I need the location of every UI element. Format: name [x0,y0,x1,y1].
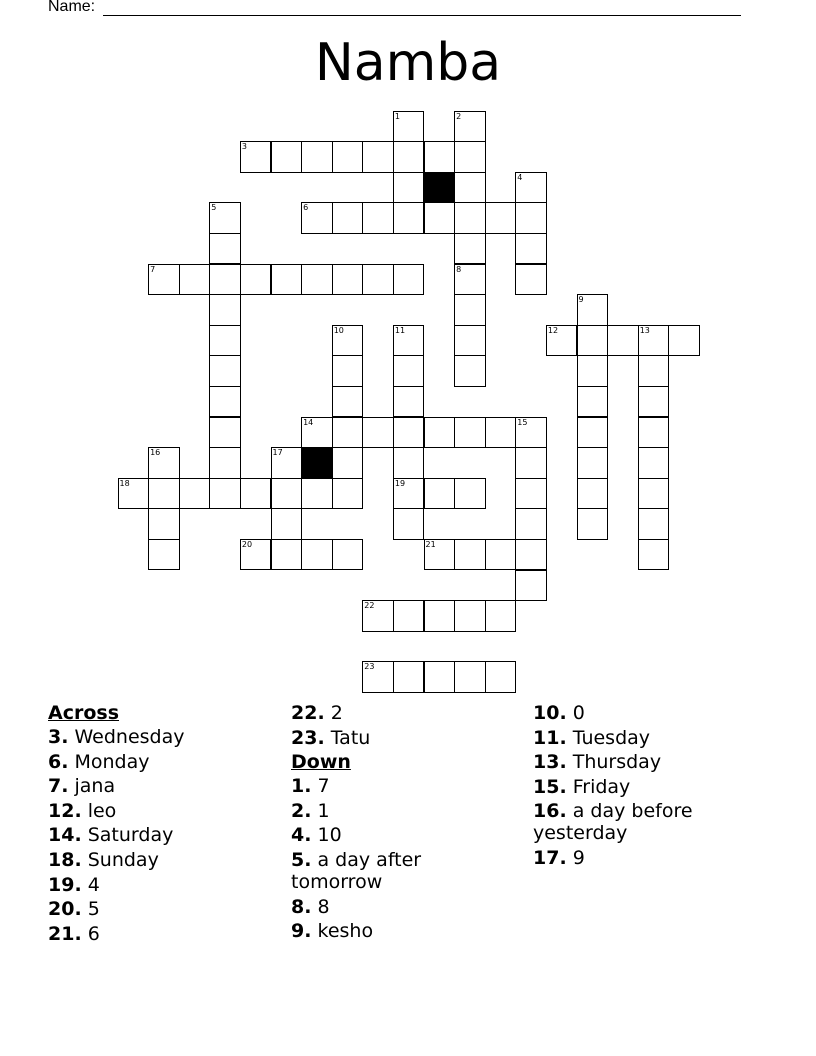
crossword-cell[interactable] [393,141,425,173]
crossword-cell[interactable] [209,478,241,510]
crossword-cell[interactable] [515,539,547,571]
crossword-cell[interactable] [393,600,425,632]
crossword-cell[interactable] [332,202,364,234]
clue-across-12: 12. leo [48,799,117,822]
crossword-cell[interactable] [332,386,364,418]
crossword-cell[interactable] [515,202,547,234]
cell-number: 23 [364,662,375,672]
crossword-cell[interactable] [638,508,670,540]
crossword-cell[interactable] [638,355,670,387]
crossword-cell[interactable] [393,264,425,296]
clue-down-13: 13. Thursday [533,751,662,774]
crossword-cell[interactable] [332,141,364,173]
crossword-cell[interactable] [332,447,364,479]
cell-number: 3 [241,142,247,152]
clue-across-14: 14. Saturday [48,824,174,847]
crossword-cell[interactable] [301,264,333,296]
crossword-cell[interactable] [362,202,394,234]
clue-across-21: 21. 6 [48,922,100,945]
crossword-cell[interactable] [209,233,241,265]
crossword-cell[interactable] [148,478,180,510]
crossword-cell[interactable] [454,172,486,204]
crossword-cell[interactable] [332,355,364,387]
clue-across-19: 19. 4 [48,873,100,896]
crossword-black-cell [424,172,456,204]
clue-across-23: 23. Tatu [291,726,371,749]
crossword-cell[interactable] [485,202,517,234]
crossword-cell[interactable] [668,325,700,357]
clue-down-16: 16. a day before yesterday [533,800,693,845]
crossword-cell[interactable] [209,386,241,418]
crossword-cell[interactable] [638,447,670,479]
crossword-cell[interactable] [454,355,486,387]
crossword-cell[interactable] [424,202,456,234]
crossword-cell[interactable] [271,478,303,510]
crossword-cell[interactable] [485,417,517,449]
crossword-cell[interactable] [638,417,670,449]
crossword-cell[interactable] [148,508,180,540]
crossword-cell[interactable] [332,478,364,510]
page-title: Namba [314,33,502,93]
crossword-cell[interactable] [577,386,609,418]
clues-column-3 [533,702,773,872]
crossword-cell[interactable] [515,447,547,479]
crossword-cell[interactable] [454,202,486,234]
crossword-cell[interactable] [209,294,241,326]
cell-number: 11 [394,325,406,335]
crossword-cell[interactable] [271,264,303,296]
crossword-cell[interactable] [454,478,486,510]
crossword-cell[interactable] [393,661,425,693]
crossword-cell[interactable] [638,478,670,510]
crossword-cell[interactable] [577,417,609,449]
crossword-cell[interactable] [454,539,486,571]
crossword-cell[interactable] [485,600,517,632]
clue-down-15: 15. Friday [533,775,631,798]
crossword-cell[interactable] [454,141,486,173]
clue-down-5: 5. a day after tomorrow [291,848,422,893]
clue-across-7: 7. jana [48,775,116,798]
cell-number: 20 [241,539,253,549]
crossword-cell[interactable] [209,417,241,449]
cell-number: 2 [456,111,462,121]
crossword-cell[interactable] [454,325,486,357]
cell-number: 10 [333,325,344,335]
clues-column-2 [291,702,531,945]
across-heading: Across [48,702,120,724]
clues-column-1 [48,702,288,947]
crossword-cell[interactable] [240,478,272,510]
cell-number: 12 [547,325,559,335]
down-heading: Down [291,751,351,774]
crossword-cell[interactable] [393,447,425,479]
crossword-cell[interactable] [515,570,547,602]
crossword-cell[interactable] [485,539,517,571]
crossword-cell[interactable] [424,600,456,632]
cell-number: 5 [211,203,217,213]
crossword-cell[interactable] [301,539,333,571]
cell-number: 1 [394,111,400,121]
crossword-cell[interactable] [577,478,609,510]
clue-down-4: 4. 10 [291,824,342,847]
crossword-cell[interactable] [424,417,456,449]
cell-number: 21 [425,539,436,549]
cell-number: 13 [639,325,650,335]
crossword-cell[interactable] [393,386,425,418]
crossword-cell[interactable] [424,478,456,510]
crossword-cell[interactable] [393,508,425,540]
crossword-black-cell [301,447,333,479]
clue-down-11: 11. Tuesday [533,726,651,749]
cell-number: 17 [272,448,283,458]
crossword-cell[interactable] [209,355,241,387]
clue-down-10: 10. 0 [533,702,585,724]
crossword-cell[interactable] [362,264,394,296]
crossword-cell[interactable] [301,478,333,510]
crossword-cell[interactable] [332,539,364,571]
cell-number: 7 [150,264,156,274]
crossword-cell[interactable] [454,661,486,693]
crossword-cell[interactable] [577,355,609,387]
crossword-cell[interactable] [454,600,486,632]
crossword-cell[interactable] [454,294,486,326]
crossword-cell[interactable] [393,172,425,204]
name-label: Name: [48,0,96,15]
clue-across-3: 3. Wednesday [48,726,185,748]
crossword-cell[interactable] [209,447,241,479]
crossword-cell[interactable] [607,325,639,357]
clue-across-22: 22. 2 [291,702,343,724]
crossword-cell[interactable] [515,508,547,540]
crossword-cell[interactable] [179,478,211,510]
crossword-cell[interactable] [301,141,333,173]
crossword-cell[interactable] [393,202,425,234]
cell-number: 15 [517,417,528,427]
crossword-cell[interactable] [271,141,303,173]
cell-number: 14 [303,417,314,427]
clue-down-2: 2. 1 [291,799,330,822]
clue-down-9: 9. kesho [291,920,374,943]
crossword-cell[interactable] [577,325,609,357]
crossword-cell[interactable] [362,417,394,449]
crossword-cell[interactable] [424,661,456,693]
crossword-cell[interactable] [638,539,670,571]
crossword-cell[interactable] [454,233,486,265]
cell-number: 6 [303,203,309,213]
crossword-cell[interactable] [515,264,547,296]
crossword-cell[interactable] [332,264,364,296]
crossword-cell[interactable] [515,233,547,265]
crossword-cell[interactable] [393,355,425,387]
crossword-cell[interactable] [362,141,394,173]
clue-across-20: 20. 5 [48,898,100,921]
clue-across-6: 6. Monday [48,750,150,773]
crossword-cell[interactable] [179,264,211,296]
crossword-cell[interactable] [209,264,241,296]
cell-number: 16 [150,448,161,458]
crossword-cell[interactable] [454,417,486,449]
crossword-cell[interactable] [271,539,303,571]
crossword-cell[interactable] [638,386,670,418]
crossword-cell[interactable] [515,478,547,510]
cell-number: 9 [578,295,584,305]
crossword-cell[interactable] [271,508,303,540]
crossword-cell[interactable] [240,264,272,296]
crossword-cell[interactable] [332,417,364,449]
clue-down-17: 17. 9 [533,846,585,869]
crossword-cell[interactable] [577,508,609,540]
crossword-cell[interactable] [485,661,517,693]
clue-across-18: 18. Sunday [48,848,159,871]
crossword-cell[interactable] [577,447,609,479]
cell-number: 19 [394,478,406,488]
clue-down-8: 8. 8 [291,895,330,918]
cell-number: 18 [119,478,130,488]
cell-number: 4 [517,172,523,182]
cell-number: 22 [364,601,375,611]
clue-down-1: 1. 7 [291,775,330,798]
crossword-cell[interactable] [148,539,180,571]
crossword-cell[interactable] [209,325,241,357]
cell-number: 8 [456,264,462,274]
crossword-cell[interactable] [393,417,425,449]
crossword-cell[interactable] [424,141,456,173]
